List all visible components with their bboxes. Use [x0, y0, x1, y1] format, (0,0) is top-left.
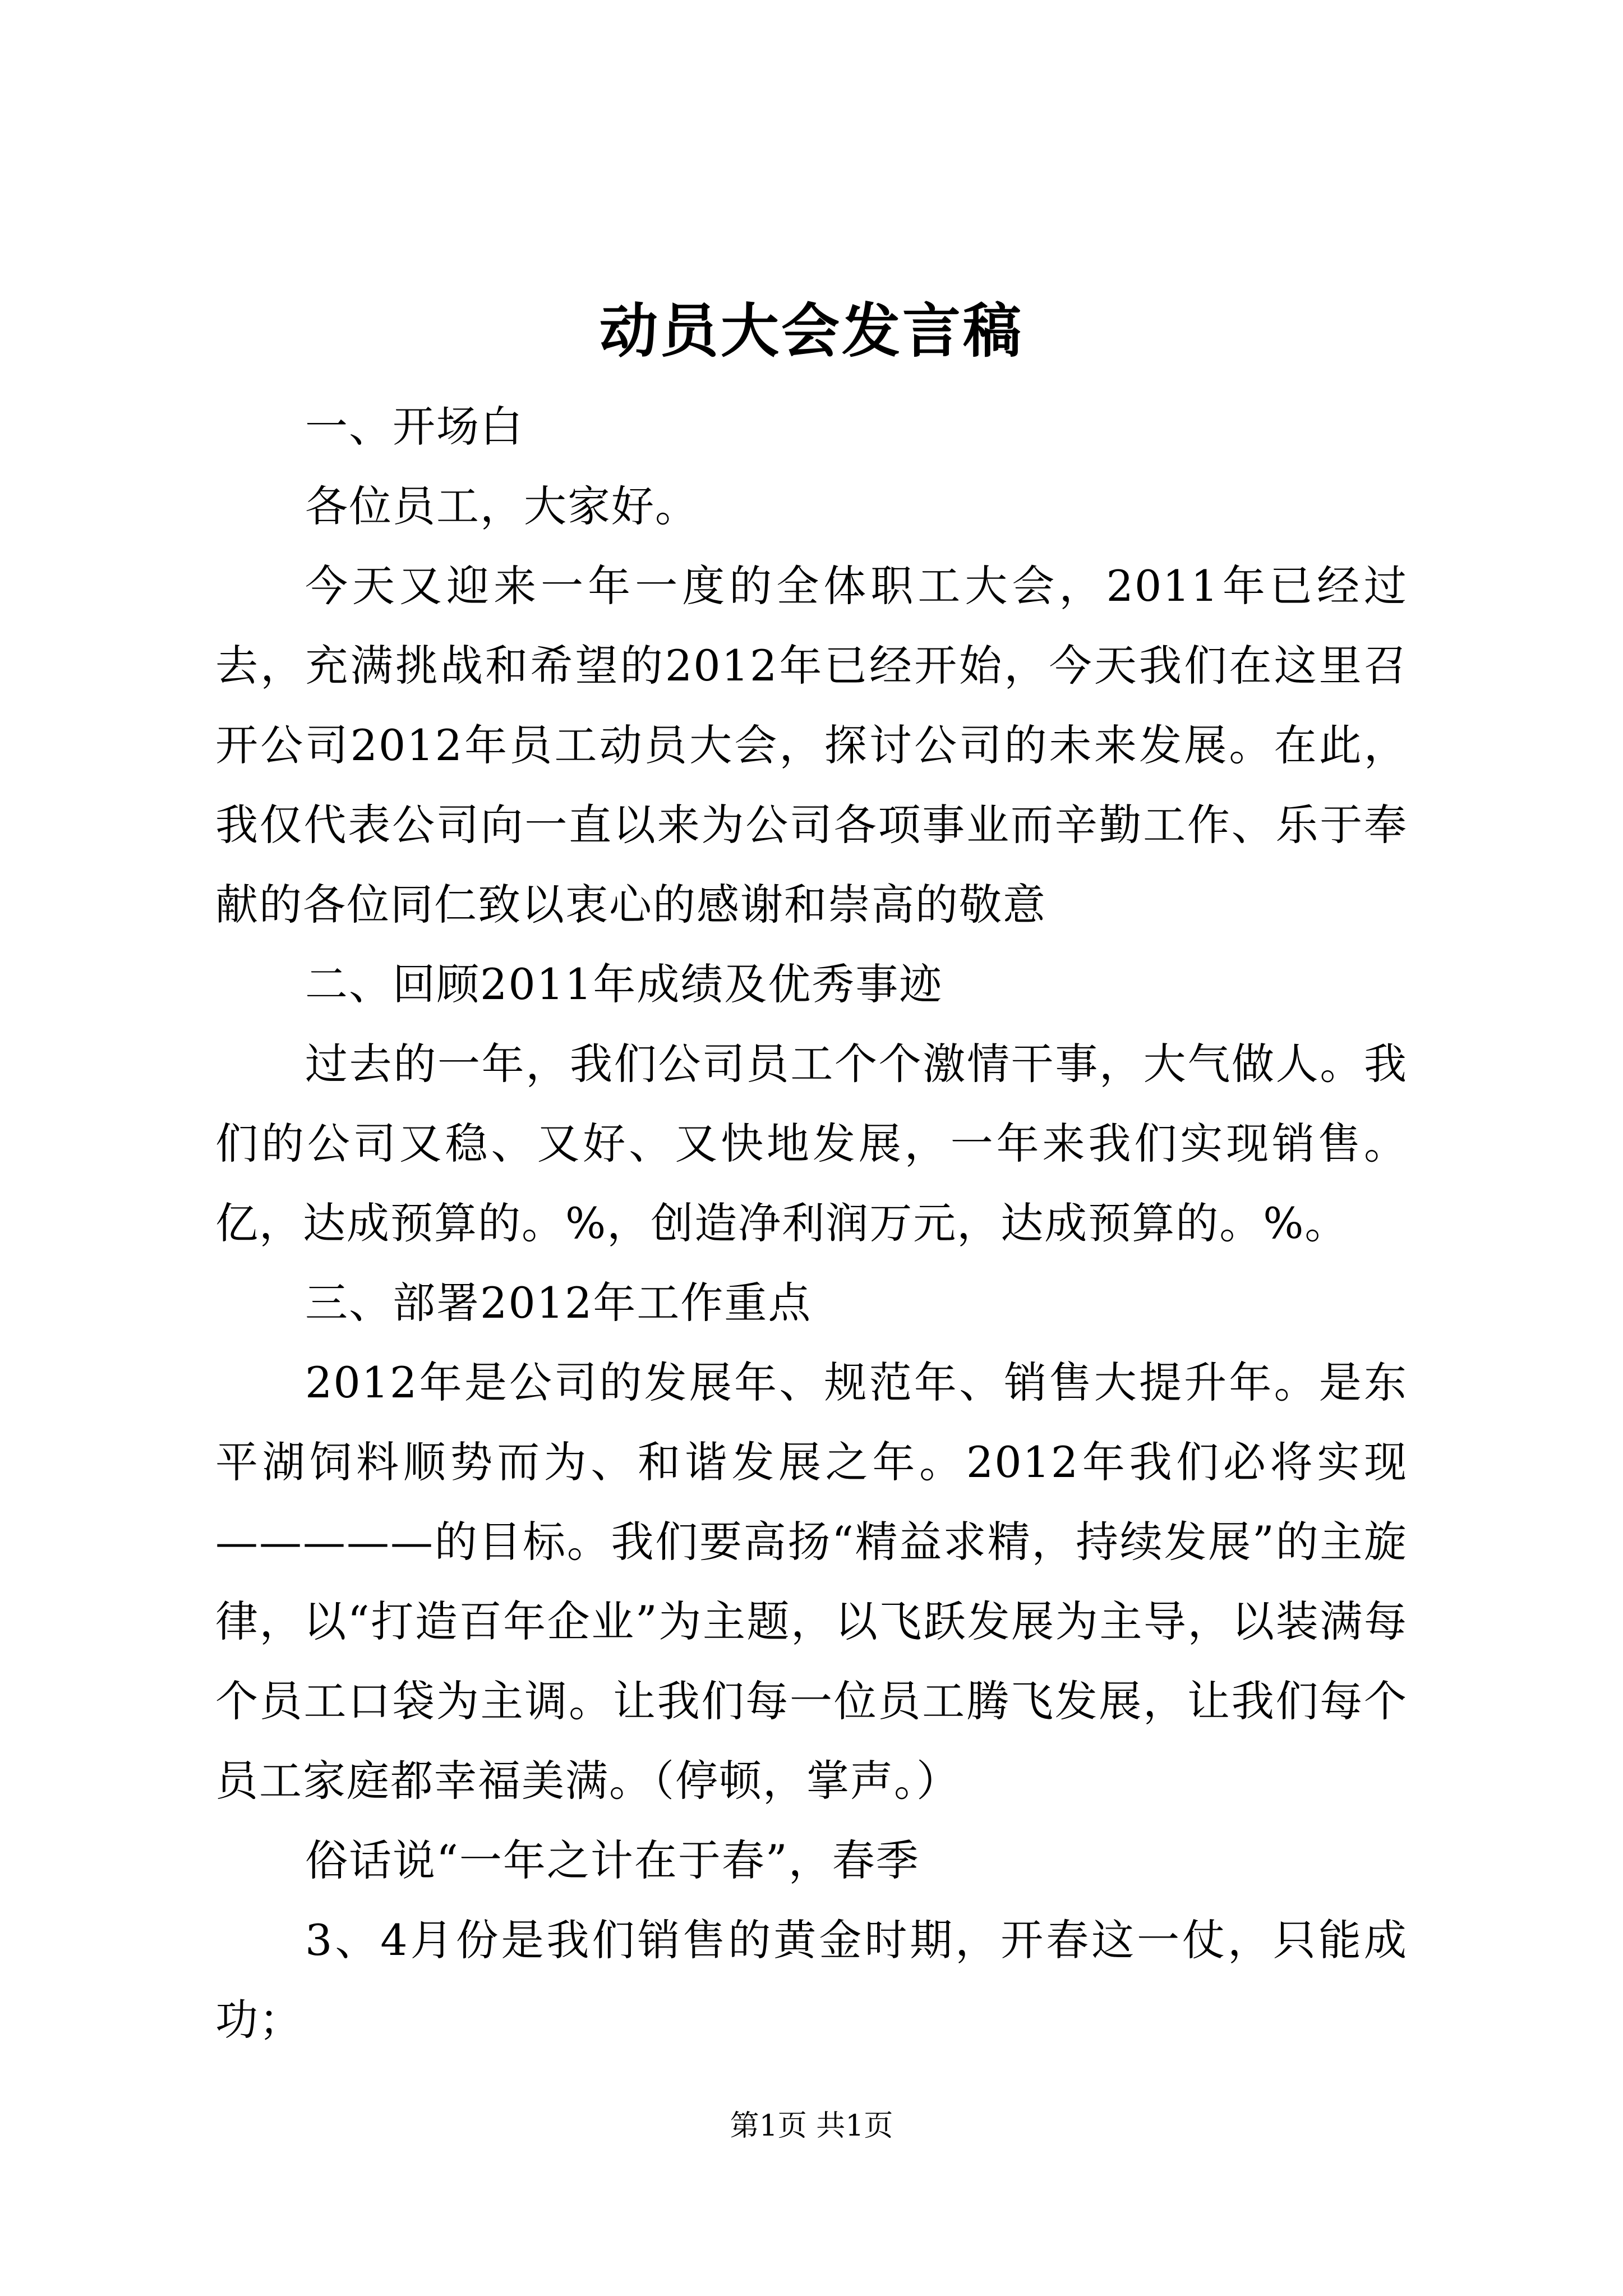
section-heading-plan: 三、部署2012年工作重点: [305, 1278, 812, 1328]
document-body: [215, 387, 1408, 2060]
opening-paragraph: 今天又迎来一年一度的全体职工大会，2011年已经过去，充满挑战和希望的2012年已经开始，今天我们在这里召开公司2012年员工动员大会，探讨公司的未来发展。在此，我仅代表公司向一直以来为公司各项事业而辛勤工作、乐于奉献的各位同仁致以衷心的感谢和崇高的敬意: [215, 561, 1408, 930]
review-paragraph: 过去的一年，我们公司员工个个激情干事，大气做人。我们的公司又稳、又好、又快地发展，一年来我们实现销售。亿，达成预算的。%，创造净利润万元，达成预算的。%。: [215, 1039, 1408, 1248]
section-heading-review: 二、回顾2011年成绩及优秀事迹: [305, 959, 943, 1009]
sales-period-paragraph: 3、4月份是我们销售的黄金时期，开春这一仗，只能成功；: [215, 1915, 1408, 2045]
greeting-paragraph: 各位员工，大家好。: [305, 481, 699, 531]
page-number-footer: 第1页 共1页: [730, 2109, 893, 2143]
section-heading-opening: 一、开场白: [305, 402, 524, 452]
document-title: 动员大会发言稿: [599, 296, 1023, 365]
proverb-paragraph: 俗话说“一年之计在于春”，春季: [305, 1835, 920, 1885]
plan-paragraph: 2012年是公司的发展年、规范年、销售大提升年。是东平湖饲料顺势而为、和谐发展之年。2012年我们必将实现—————的目标。我们要高扬“精益求精，持续发展”的主旋律，以“打造百年企业”为主题，以飞跃发展为主导，以装满每个员工口袋为主调。让我们每一位员工腾飞发展，让我们每个员工家庭都幸福美满。（停顿，掌声。）: [215, 1358, 1408, 1806]
